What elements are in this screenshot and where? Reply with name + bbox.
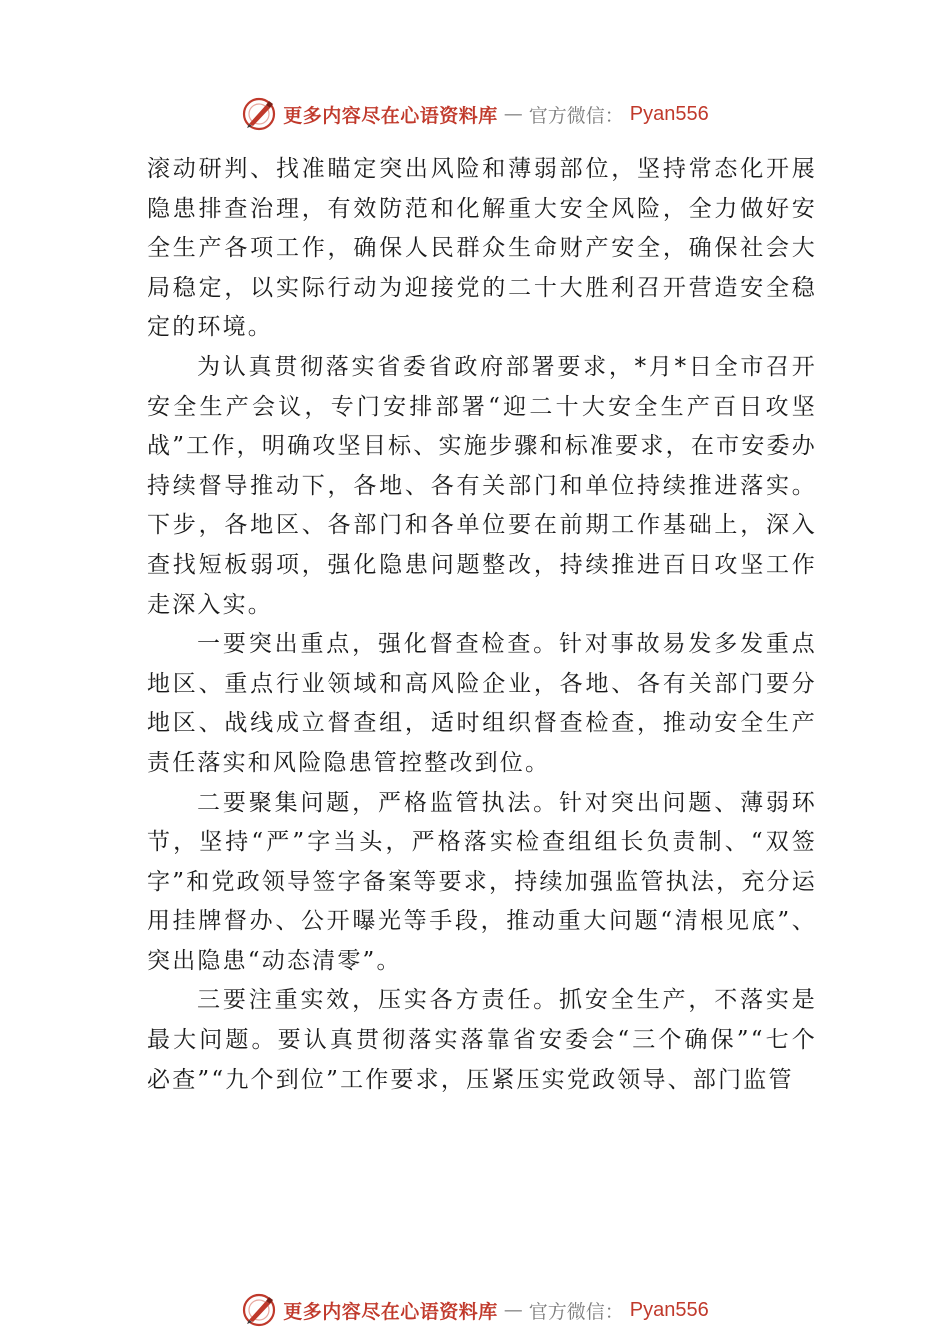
paragraph-point-three: 三要注重实效，压实各方责任。抓安全生产，不落实是最大问题。要认真贯彻落实落靠省安委会“三个确保”“七个必查”“九个到位”工作要求，压紧压实党政领导、部门监管 <box>147 987 817 1093</box>
paragraph-point-two: 二要聚集问题，严格监管执法。针对突出问题、薄弱环节，坚持“严”字当头，严格落实检查组组长负责制、“双签字”和党政领导签字备案等要求，持续加强监管执法，充分运用挂牌督办、公开曝光等手段，推动重大问题“清根见底”、突出隐患“动态清零”。 <box>147 789 817 974</box>
paragraph-point-one: 一要突出重点，强化督查检查。针对事故易发多发重点地区、重点行业领域和高风险企业，各地、各有关部门要分地区、战线成立督查组，适时组织督查检查，推动安全生产责任落实和风险隐患管控整改到位。 <box>147 631 817 776</box>
header-wechat-id: Pyan556 <box>629 102 709 125</box>
pen-seal-icon <box>241 1292 277 1328</box>
footer-banner-title: 更多内容尽在心语资料库 <box>283 1300 498 1323</box>
paragraph-continuation: 滚动研判、找准瞄定突出风险和薄弱部位，坚持常态化开展隐患排查治理，有效防范和化解重大安全风险，全力做好安全生产各项工作，确保人民群众生命财产安全，确保社会大局稳定，以实际行动为迎接党的二十大胜利召开营造安全稳定的环境。 <box>147 156 817 341</box>
header-wechat-label: 官方微信： <box>528 104 624 127</box>
footer-wechat-id: Pyan556 <box>629 1298 709 1321</box>
header-banner-dash: — <box>503 103 523 125</box>
footer-banner-dash: — <box>503 1299 523 1321</box>
footer-wechat-label: 官方微信： <box>528 1300 624 1323</box>
document-body <box>147 150 817 1100</box>
header-banner <box>0 94 950 134</box>
paragraph-deployment: 为认真贯彻落实省委省政府部署要求，*月*日全市召开安全生产会议，专门安排部署“迎二十大安全生产百日攻坚战”工作，明确攻坚目标、实施步骤和标准要求，在市安委办持续督导推动下，各地、各有关部门和单位持续推进落实。下步，各地区、各部门和各单位要在前期工作基础上，深入查找短板弱项，强化隐患问题整改，持续推进百日攻坚工作走深入实。 <box>147 353 817 618</box>
footer-banner <box>0 1290 950 1330</box>
pen-seal-icon <box>241 96 277 132</box>
header-banner-title: 更多内容尽在心语资料库 <box>283 104 498 127</box>
